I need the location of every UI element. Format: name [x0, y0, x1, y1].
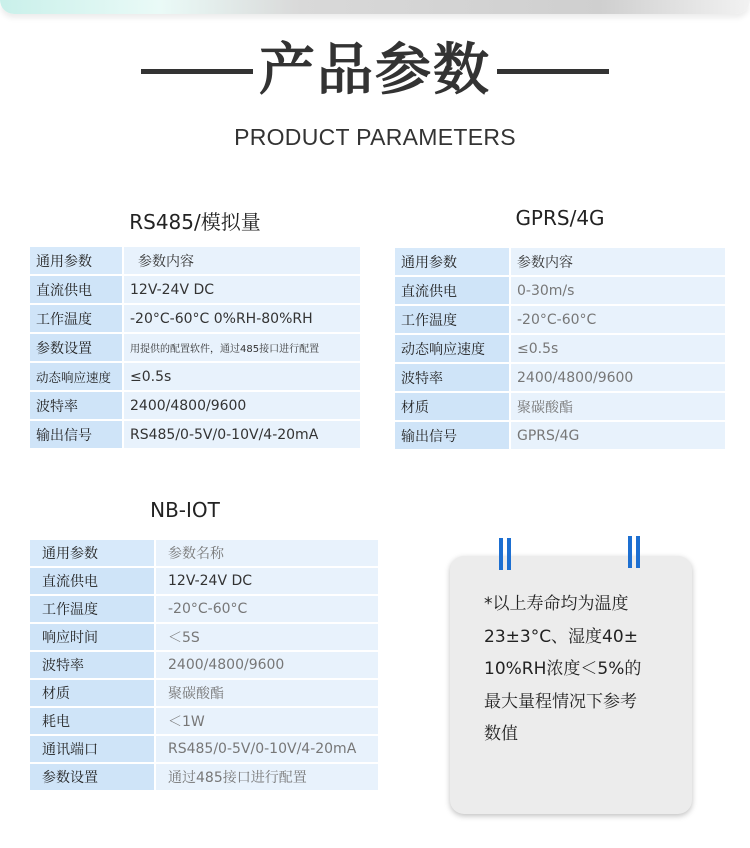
param-value: GPRS/4G — [509, 422, 725, 449]
table-row — [30, 568, 378, 594]
param-value: 通过485接口进行配置 — [154, 764, 378, 790]
param-key: 动态响应速度 — [30, 363, 122, 390]
table-row — [395, 422, 725, 449]
param-key: 输出信号 — [395, 422, 509, 449]
note-line: *以上寿命均为温度 — [484, 594, 629, 614]
param-value: 参数内容 — [509, 248, 725, 275]
param-key: 材质 — [30, 680, 154, 706]
table-row — [30, 708, 378, 734]
param-value: ＜1W — [154, 708, 378, 734]
param-value: -20°C-60°C — [154, 596, 378, 622]
note-line: 最大量程情况下参考 — [484, 691, 637, 712]
param-value: 参数名称 — [154, 540, 378, 566]
table-row — [30, 652, 378, 678]
param-key: 工作温度 — [30, 596, 154, 622]
param-key: 波特率 — [395, 364, 509, 391]
param-key: 通用参数 — [30, 540, 154, 566]
param-key: 耗电 — [30, 708, 154, 734]
table-row — [30, 276, 360, 303]
rs485-title: RS485/模拟量 — [129, 210, 261, 234]
param-key: 直流供电 — [395, 277, 509, 304]
table-row — [395, 393, 725, 420]
param-key: 通用参数 — [30, 247, 122, 274]
table-row — [30, 392, 360, 419]
page-title-row — [0, 26, 750, 116]
top-decor-bar — [0, 0, 750, 14]
note-text — [484, 588, 674, 751]
table-row — [30, 305, 360, 332]
gprs-table — [395, 246, 725, 451]
table-row — [30, 247, 360, 274]
param-key: 直流供电 — [30, 568, 154, 594]
param-key: 通讯端口 — [30, 736, 154, 762]
param-key: 通用参数 — [395, 248, 509, 275]
table-row — [30, 764, 378, 790]
param-key: 输出信号 — [30, 421, 122, 448]
title-right-rule — [497, 69, 609, 74]
binder-clip-icon — [499, 538, 511, 570]
param-value: -20°C-60°C — [509, 306, 725, 333]
page-subtitle: PRODUCT PARAMETERS — [234, 124, 516, 150]
param-value: ＜5S — [154, 624, 378, 650]
param-value: -20°C-60°C 0%RH-80%RH — [122, 305, 360, 332]
table-row — [395, 248, 725, 275]
param-key: 工作温度 — [30, 305, 122, 332]
note-line: 数值 — [484, 724, 518, 744]
param-value: ≤0.5s — [509, 335, 725, 362]
rs485-table — [30, 245, 360, 450]
param-value: ≤0.5s — [122, 363, 360, 390]
param-key: 材质 — [395, 393, 509, 420]
note-line: 10%RH浓度＜5%的 — [484, 659, 642, 679]
table-row — [395, 306, 725, 333]
param-key: 波特率 — [30, 652, 154, 678]
table-row — [30, 596, 378, 622]
param-value: 2400/4800/9600 — [154, 652, 378, 678]
param-value: 聚碳酸酯 — [154, 680, 378, 706]
param-value: RS485/0-5V/0-10V/4-20mA — [154, 736, 378, 762]
note-line: 23±3°C、湿度40± — [484, 626, 638, 647]
table-row — [30, 421, 360, 448]
param-key: 工作温度 — [395, 306, 509, 333]
param-key: 响应时间 — [30, 624, 154, 650]
param-key: 波特率 — [30, 392, 122, 419]
gprs-title: GPRS/4G — [515, 206, 605, 230]
nbiot-title: NB-IOT — [150, 498, 220, 522]
param-key: 参数设置 — [30, 764, 154, 790]
nbiot-table — [30, 538, 378, 792]
table-row — [30, 334, 360, 361]
table-row — [30, 680, 378, 706]
param-value: 2400/4800/9600 — [509, 364, 725, 391]
param-value: 参数内容 — [122, 247, 360, 274]
title-left-rule — [141, 69, 253, 74]
table-row — [30, 624, 378, 650]
table-row — [30, 540, 378, 566]
param-key: 参数设置 — [30, 334, 122, 361]
param-value: 2400/4800/9600 — [122, 392, 360, 419]
param-value: 聚碳酸酯 — [509, 393, 725, 420]
table-row — [395, 364, 725, 391]
table-row — [30, 363, 360, 390]
table-row — [395, 277, 725, 304]
param-value: 12V-24V DC — [122, 276, 360, 303]
param-value: RS485/0-5V/0-10V/4-20mA — [122, 421, 360, 448]
param-value: 0-30m/s — [509, 277, 725, 304]
param-value: 用提供的配置软件，通过485接口进行配置 — [122, 334, 360, 361]
param-value: 12V-24V DC — [154, 568, 378, 594]
page-title: 产品参数 — [259, 38, 491, 103]
table-row — [395, 335, 725, 362]
param-key: 直流供电 — [30, 276, 122, 303]
param-key: 动态响应速度 — [395, 335, 509, 362]
binder-clip-icon — [628, 536, 640, 568]
table-row — [30, 736, 378, 762]
